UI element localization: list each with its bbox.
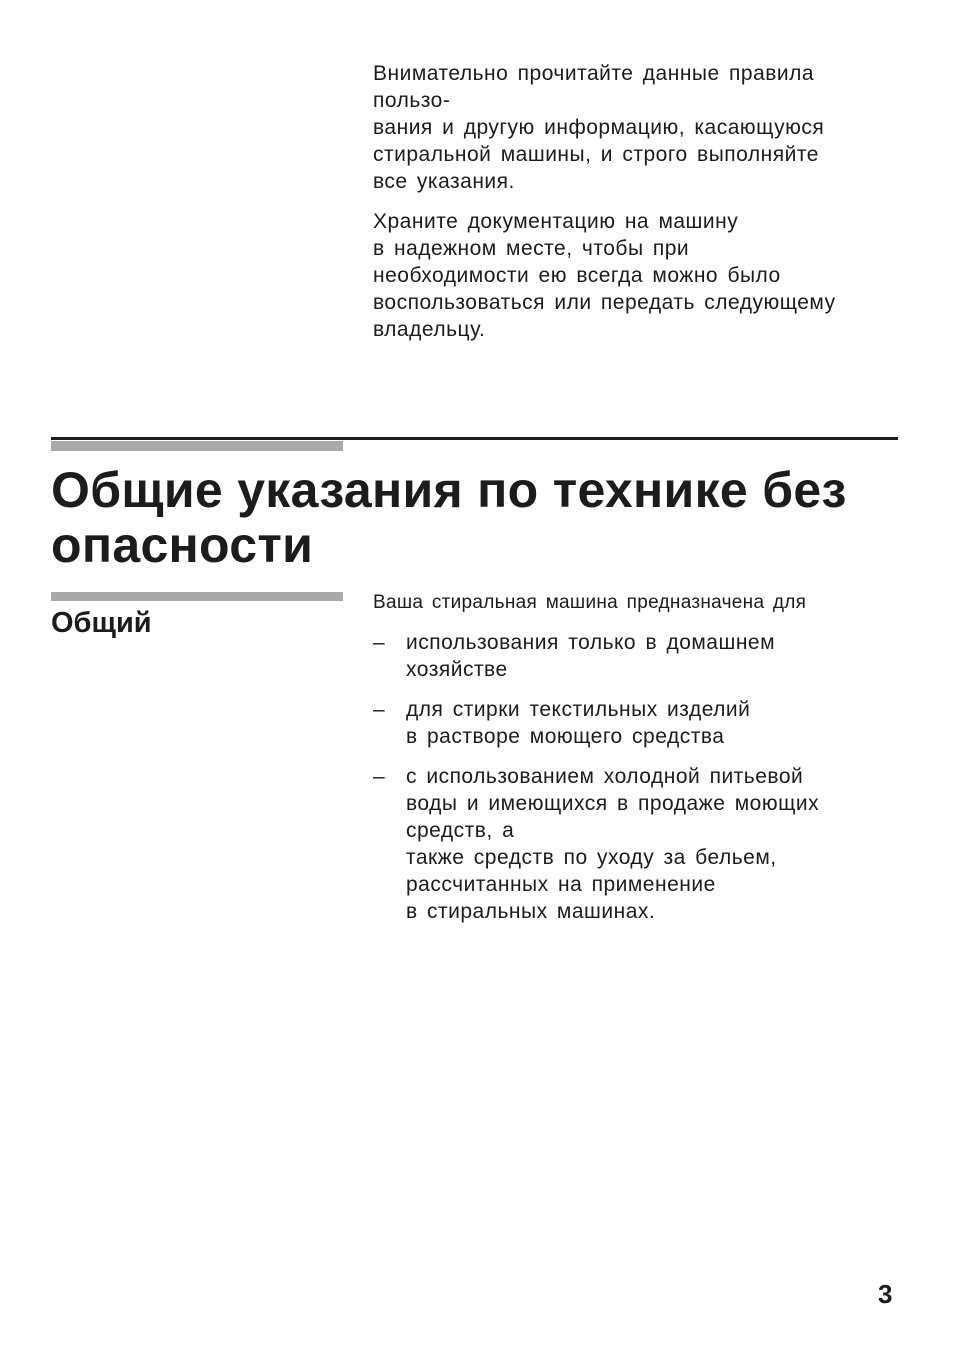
usage-list xyxy=(373,629,903,925)
title-line: опасности xyxy=(51,517,314,573)
title-line: Общие указания по технике без xyxy=(51,462,847,518)
bullet-dash: – xyxy=(373,698,386,721)
intro-paragraph-1 xyxy=(373,60,893,195)
text-line: также средств по уходу за бельем, xyxy=(406,846,777,869)
intro-text-block xyxy=(373,60,893,356)
text-line: все указания. xyxy=(373,170,515,193)
text-line: хозяйстве xyxy=(406,658,508,681)
text-line: в растворе моющего средства xyxy=(406,725,725,748)
text-line: с использованием холодной питьевой xyxy=(406,765,804,788)
list-item xyxy=(373,763,903,925)
list-item xyxy=(373,696,903,750)
bullet-dash: – xyxy=(373,765,386,788)
text-line: пользо- xyxy=(373,89,451,112)
page-title xyxy=(51,463,847,573)
heading-accent-bar xyxy=(51,441,343,451)
text-line: Храните документацию на машину xyxy=(373,210,739,233)
text-line: стиральной машины, и строго выполняйте xyxy=(373,143,819,166)
text-line: использования только в домашнем xyxy=(406,631,776,654)
text-line: воды и имеющихся в продаже моющих xyxy=(406,792,820,815)
text-line: необходимости ею всегда можно было xyxy=(373,264,781,287)
bullet-dash: – xyxy=(373,631,386,654)
text-line: средств, а xyxy=(406,819,515,842)
text-line: в стиральных машинах. xyxy=(406,900,656,923)
text-line: рассчитанных на применение xyxy=(406,873,716,896)
text-line: вания и другую информацию, касающуюся xyxy=(373,116,825,139)
section-lead-text: Ваша стиральная машина предназначена для xyxy=(373,592,807,613)
text-line: владельцу. xyxy=(373,318,486,341)
section-title: Общий xyxy=(51,607,152,639)
text-line: Внимательно прочитайте данные правила xyxy=(373,62,815,85)
text-line: воспользоваться или передать следующему xyxy=(373,291,836,314)
page-number: 3 xyxy=(878,1279,893,1309)
text-line: в надежном месте, чтобы при xyxy=(373,237,690,260)
intro-paragraph-2 xyxy=(373,208,893,343)
section-accent-bar xyxy=(51,592,343,601)
section-body xyxy=(373,589,903,938)
list-item xyxy=(373,629,903,683)
text-line: для стирки текстильных изделий xyxy=(406,698,751,721)
heading-divider-line xyxy=(51,437,898,440)
